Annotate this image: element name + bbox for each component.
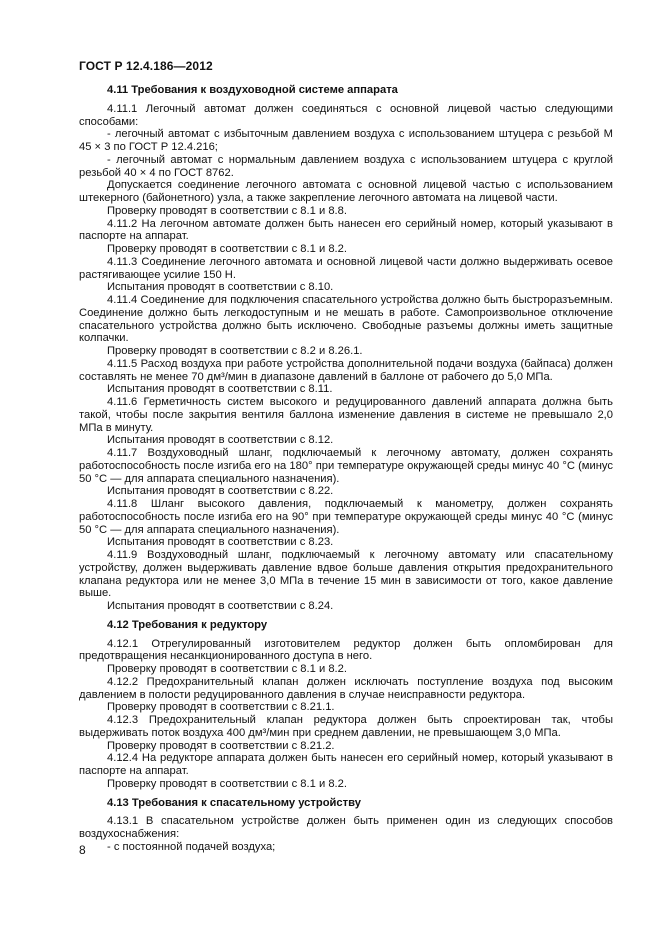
section-heading: 4.12 Требования к редуктору [107, 618, 268, 631]
paragraph: 4.12.4 На редукторе аппарата должен быть нанесен его серийный номер, который указывают в паспорте на аппарат. [79, 752, 613, 777]
paragraph: 4.11.3 Соединение легочного автомата и основной лицевой части должно выдерживать осевое растягивающее усилие 150 Н. [79, 255, 613, 281]
paragraph: Проверку проводят в соответствии с 8.2 и 8.26.1. [107, 345, 363, 357]
paragraph: Проверку проводят в соответствии с 8.1 и 8.8. [107, 204, 347, 217]
paragraph: 4.12.2 Предохранительный клапан должен исключать поступление воздуха под высоким давлением в полости редуцированного давления в случае неисправности редуктора. [79, 675, 613, 701]
paragraph: 4.12.3 Предохранительный клапан редуктора должен быть спроектирован так, чтобы выдерживать поток воздуха 400 дм³/мин при среднем давлении, не превышающем 3,0 МПа. [79, 714, 613, 739]
paragraph: Испытания проводят в соответствии с 8.23. [107, 536, 334, 549]
paragraph: Испытания проводят в соответствии с 8.22. [107, 485, 334, 498]
paragraph: 4.13.1 В спасательном устройстве должен быть применен один из следующих способов воздухоснабжения: [79, 815, 613, 840]
paragraph: Испытания проводят в соответствии с 8.11. [107, 383, 333, 396]
paragraph: Испытания проводят в соответствии с 8.12. [107, 434, 334, 447]
paragraph: Проверку проводят в соответствии с 8.1 и 8.2. [107, 663, 347, 675]
page-number: 8 [79, 843, 86, 857]
paragraph: 4.11.4 Соединение для подключения спасательного устройства должно быть быстроразъемным. Соединение должно быть легкодоступным и не мешать в работе. Самопроизвольное отключение спасательного устройства должно быть исключено. Свободные разъемы должны иметь защитные колпачки. [79, 294, 613, 345]
paragraph: 4.11.6 Герметичность систем высокого и редуцированного давлений аппарата должна быть такой, чтобы после закрытия вентиля баллона изменение давления в системе не превышало 2,0 МПа в минуту. [79, 396, 613, 434]
paragraph: Испытания проводят в соответствии с 8.24. [107, 600, 334, 612]
paragraph: - легочный автомат с нормальным давлением воздуха с использованием штуцера с круглой резьбой 40 × 4 по ГОСТ 8762. [79, 153, 613, 179]
paragraph: - легочный автомат с избыточным давлением воздуха с использованием штуцера с резьбой М 45 × 3 по ГОСТ Р 12.4.216; [79, 128, 613, 153]
paragraph: 4.11.8 Шланг высокого давления, подключаемый к манометру, должен сохранять работоспособность после изгиба его на 90° при температуре окружающей среды минус 40 °С (минус 50 °С — для аппарата специального назначения). [79, 498, 613, 536]
paragraph: Проверку проводят в соответствии с 8.1 и 8.2. [107, 777, 347, 790]
paragraph: 4.11.7 Воздуховодный шланг, подключаемый к легочному автомату, должен сохранять работоспособность после изгиба его на 180° при температуре окружающей среды минус 40 °С (минус 50 °С — для аппарата специального назначения). [79, 447, 613, 485]
paragraph: Допускается соединение легочного автомата с основной лицевой частью с использованием штекерного (байонетного) узла, а также закрепление легочного автомата на лицевой части. [79, 179, 613, 204]
paragraph: 4.11.2 На легочном автомате должен быть нанесен его серийный номер, который указывают в паспорте на аппарат. [79, 217, 613, 243]
paragraph: Испытания проводят в соответствии с 8.10. [107, 281, 334, 294]
paragraph: 4.12.1 Отрегулированный изготовителем редуктор должен быть опломбирован для предотвращения несанкционированного доступа в него. [79, 637, 613, 663]
paragraph: 4.11.9 Воздуховодный шланг, подключаемый к легочному автомату или спасательному устройству, должен выдерживать давление вдвое больше давления открытия предохранительного клапана редуктора или не менее 3,0 МПа в течение 15 мин в зависимости от того, какое давление выше. [79, 549, 613, 600]
paragraph: Проверку проводят в соответствии с 8.21.2. [107, 739, 335, 752]
paragraph: - с постоянной подачей воздуха; [107, 840, 276, 853]
paragraph: 4.11.5 Расход воздуха при работе устройства дополнительной подачи воздуха (байпаса) должен составлять не менее 70 дм³/мин в диапазоне давлений в баллоне от рабочего до 5,0 МПа. [79, 357, 613, 383]
section-heading: 4.13 Требования к спасательному устройству [107, 796, 361, 809]
section-heading: 4.11 Требования к воздуховодной системе аппарата [107, 84, 398, 96]
paragraph: 4.11.1 Легочный автомат должен соединяться с основной лицевой частью следующими способами: [79, 102, 613, 128]
paragraph: Проверку проводят в соответствии с 8.1 и 8.2. [107, 243, 347, 255]
page-header: ГОСТ Р 12.4.186—2012 [79, 59, 213, 73]
paragraph: Проверку проводят в соответствии с 8.21.1. [107, 701, 335, 714]
document-body [79, 84, 613, 854]
